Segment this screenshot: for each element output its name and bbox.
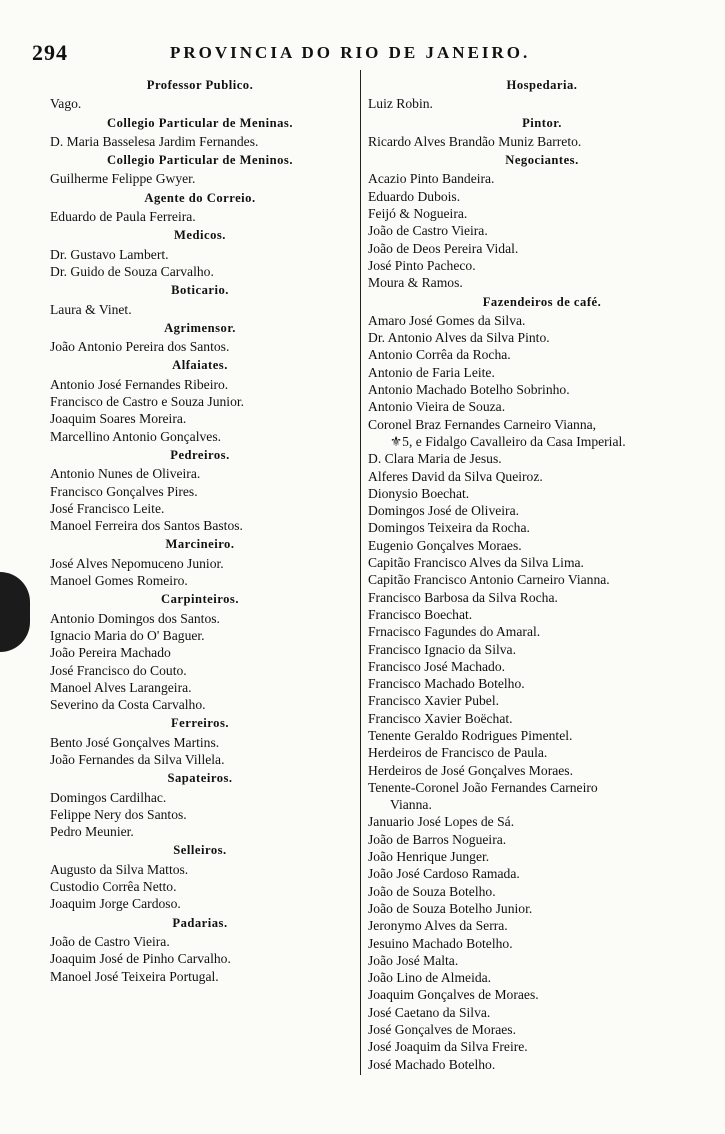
directory-entry: Herdeiros de Francisco de Paula. (368, 745, 548, 761)
directory-entry: Domingos Cardilhac. (50, 789, 167, 805)
directory-entry: Joaquim Gonçalves de Moraes. (368, 987, 539, 1003)
directory-entry: Herdeiros de José Gonçalves Moraes. (368, 762, 573, 778)
directory-entry: Francisco José Machado. (368, 658, 506, 674)
directory-entry: Manoel Ferreira dos Santos Bastos. (50, 518, 243, 534)
directory-entry: João de Castro Vieira. (50, 933, 170, 949)
left-column (50, 75, 350, 985)
directory-section (50, 227, 350, 280)
directory-entry: Joaquim Jorge Cardoso. (50, 896, 181, 912)
directory-section (50, 591, 350, 713)
directory-entry: Eduardo Dubois. (368, 188, 461, 204)
directory-section (50, 842, 350, 912)
ink-stain-mark (0, 572, 30, 652)
section-heading: Sapateiros. (167, 771, 233, 786)
section-heading: Professor Publico. (146, 78, 254, 92)
directory-entry: José Pinto Pacheco. (368, 257, 476, 273)
directory-entry: José Machado Botelho. (368, 1056, 496, 1072)
column-divider (360, 70, 361, 1075)
directory-section (368, 152, 716, 291)
directory-entry: Alferes David da Silva Queiroz. (368, 468, 543, 484)
directory-section (50, 282, 350, 318)
directory-entry: Francisco Ignacio da Silva. (368, 641, 516, 657)
directory-section (50, 77, 350, 113)
directory-section (50, 190, 350, 226)
directory-entry: Antonio Vieira de Souza. (368, 399, 506, 415)
directory-entry: José Gonçalves de Moraes. (368, 1022, 516, 1038)
section-heading: Medicos. (174, 228, 226, 243)
directory-entry: Bento José Gonçalves Martins. (50, 734, 220, 750)
directory-entry: João José Malta. (368, 952, 459, 968)
directory-entry: Antonio José Fernandes Ribeiro. (50, 376, 229, 392)
section-heading: Selleiros. (173, 843, 227, 858)
directory-entry: Francisco Xavier Boëchat. (368, 710, 513, 726)
directory-entry: Tenente-Coronel João Fernandes Carneiro (368, 779, 598, 795)
directory-entry: Antonio Domingos dos Santos. (50, 610, 220, 626)
directory-section (50, 715, 350, 768)
section-heading: Agrimensor. (164, 320, 236, 335)
directory-entry: Francisco Machado Botelho. (368, 676, 525, 692)
directory-entry: José Alves Nepomuceno Junior. (50, 555, 224, 571)
directory-entry: Acazio Pinto Bandeira. (368, 171, 495, 187)
directory-entry: Marcellino Antonio Gonçalves. (50, 428, 222, 444)
directory-entry: Frnacisco Fagundes do Amaral. (368, 624, 541, 640)
directory-entry: Dr. Guido de Souza Carvalho. (50, 263, 214, 279)
section-heading: Carpinteiros. (161, 592, 239, 607)
directory-entry: Dr. Gustavo Lambert. (50, 246, 169, 262)
page-number: 294 (32, 40, 68, 65)
directory-entry: João de Barros Nogueira. (368, 831, 507, 847)
directory-section (50, 770, 350, 840)
running-head: PROVINCIA DO RIO DE JANEIRO. (170, 43, 531, 62)
directory-section (50, 915, 350, 985)
directory-entry: Ricardo Alves Brandão Muniz Barreto. (368, 133, 582, 149)
directory-entry: Luiz Robin. (368, 96, 433, 112)
section-heading: Alfaiates. (172, 358, 228, 373)
directory-entry: Augusto da Silva Mattos. (50, 861, 189, 877)
directory-entry: Antonio Corrêa da Rocha. (368, 347, 511, 363)
directory-section (50, 152, 350, 188)
directory-section (50, 320, 350, 356)
directory-entry: João Henrique Junger. (368, 849, 490, 865)
directory-entry: Capitão Francisco Alves da Silva Lima. (368, 555, 584, 571)
directory-entry: Coronel Braz Fernandes Carneiro Vianna, (368, 416, 597, 432)
directory-entry: Eduardo de Paula Ferreira. (50, 209, 196, 225)
directory-entry: João de Souza Botelho Junior. (368, 900, 533, 916)
directory-entry: Domingos Teixeira da Rocha. (368, 520, 530, 536)
directory-entry: João de Deos Pereira Vidal. (368, 240, 519, 256)
right-column (368, 75, 716, 1073)
directory-entry: Vianna. (390, 797, 432, 813)
directory-entry: Jesuino Machado Botelho. (368, 935, 513, 951)
directory-entry: Domingos José de Oliveira. (368, 503, 520, 519)
section-heading: Negociantes. (505, 153, 579, 168)
directory-section (368, 77, 716, 113)
directory-entry: ⚜5, e Fidalgo Cavalleiro da Casa Imperial. (390, 433, 626, 449)
directory-section (50, 447, 350, 534)
directory-entry: Eugenio Gonçalves Moraes. (368, 537, 522, 553)
directory-entry: Moura & Ramos. (368, 275, 463, 291)
directory-section (50, 357, 350, 444)
directory-entry: Amaro José Gomes da Silva. (368, 312, 526, 328)
directory-entry: José Caetano da Silva. (368, 1004, 491, 1020)
directory-entry: Dionysio Boechat. (368, 485, 470, 501)
directory-entry: João Lino de Almeida. (368, 970, 492, 986)
directory-section (50, 115, 350, 151)
directory-entry: Capitão Francisco Antonio Carneiro Vianna. (368, 572, 610, 588)
section-heading: Marcineiro. (165, 537, 235, 552)
directory-entry: Pedro Meunier. (50, 824, 134, 840)
directory-entry: Manoel Gomes Romeiro. (50, 573, 188, 589)
directory-entry: Jeronymo Alves da Serra. (368, 918, 508, 934)
directory-entry: D. Maria Basselesa Jardim Fernandes. (50, 133, 259, 149)
directory-entry: Vago. (50, 96, 82, 112)
section-heading: Agente do Correio. (144, 190, 256, 205)
directory-entry: Severino da Costa Carvalho. (50, 697, 206, 713)
directory-entry: Tenente Geraldo Rodrigues Pimentel. (368, 727, 573, 743)
directory-entry: Antonio de Faria Leite. (368, 364, 495, 380)
directory-entry: Felippe Nery dos Santos. (50, 806, 187, 822)
directory-entry: Laura & Vinet. (50, 301, 132, 317)
directory-entry: Dr. Antonio Alves da Silva Pinto. (368, 330, 550, 346)
directory-entry: Feijó & Nogueira. (368, 206, 468, 222)
directory-entry: João Pereira Machado (50, 645, 171, 661)
section-heading: Pedreiros. (170, 447, 230, 462)
directory-entry: João de Souza Botelho. (368, 883, 496, 899)
section-heading: Padarias. (172, 915, 228, 930)
directory-entry: Francisco Barbosa da Silva Rocha. (368, 589, 558, 605)
directory-entry: José Joaquim da Silva Freire. (368, 1039, 528, 1055)
directory-entry: Guilherme Felippe Gwyer. (50, 171, 196, 187)
directory-entry: Francisco Gonçalves Pires. (50, 483, 198, 499)
directory-entry: Francisco Xavier Pubel. (368, 693, 499, 709)
directory-entry: D. Clara Maria de Jesus. (368, 451, 502, 467)
directory-entry: João de Castro Vieira. (368, 223, 488, 239)
directory-entry: Francisco de Castro e Souza Junior. (50, 394, 245, 410)
directory-entry: Custodio Corrêa Netto. (50, 879, 177, 895)
directory-entry: Joaquim José de Pinho Carvalho. (50, 951, 231, 967)
directory-entry: Januario José Lopes de Sá. (368, 814, 515, 830)
directory-entry: João Fernandes da Silva Villela. (50, 751, 225, 767)
directory-entry: José Francisco do Couto. (50, 662, 187, 678)
section-heading: Collegio Particular de Meninas. (107, 115, 293, 130)
directory-entry: José Francisco Leite. (50, 500, 165, 516)
section-heading: Boticario. (171, 283, 229, 298)
directory-entry: João José Cardoso Ramada. (368, 866, 520, 882)
directory-entry: Manoel José Teixeira Portugal. (50, 968, 219, 984)
directory-section (368, 294, 716, 1073)
directory-section (368, 115, 716, 151)
section-heading: Ferreiros. (170, 716, 230, 731)
directory-entry: Francisco Boechat. (368, 606, 473, 622)
directory-entry: Manoel Alves Larangeira. (50, 679, 192, 695)
section-heading: Fazendeiros de café. (482, 294, 602, 309)
directory-entry: Ignacio Maria do O' Baguer. (50, 627, 205, 643)
directory-entry: Antonio Machado Botelho Sobrinho. (368, 382, 570, 398)
directory-section (50, 536, 350, 589)
directory-entry: Joaquim Soares Moreira. (50, 411, 187, 427)
section-heading: Pintor. (522, 115, 562, 130)
section-heading: Hospedaria. (506, 78, 578, 92)
section-heading: Collegio Particular de Meninos. (107, 153, 293, 168)
directory-entry: João Antonio Pereira dos Santos. (50, 339, 230, 355)
directory-entry: Antonio Nunes de Oliveira. (50, 466, 201, 482)
